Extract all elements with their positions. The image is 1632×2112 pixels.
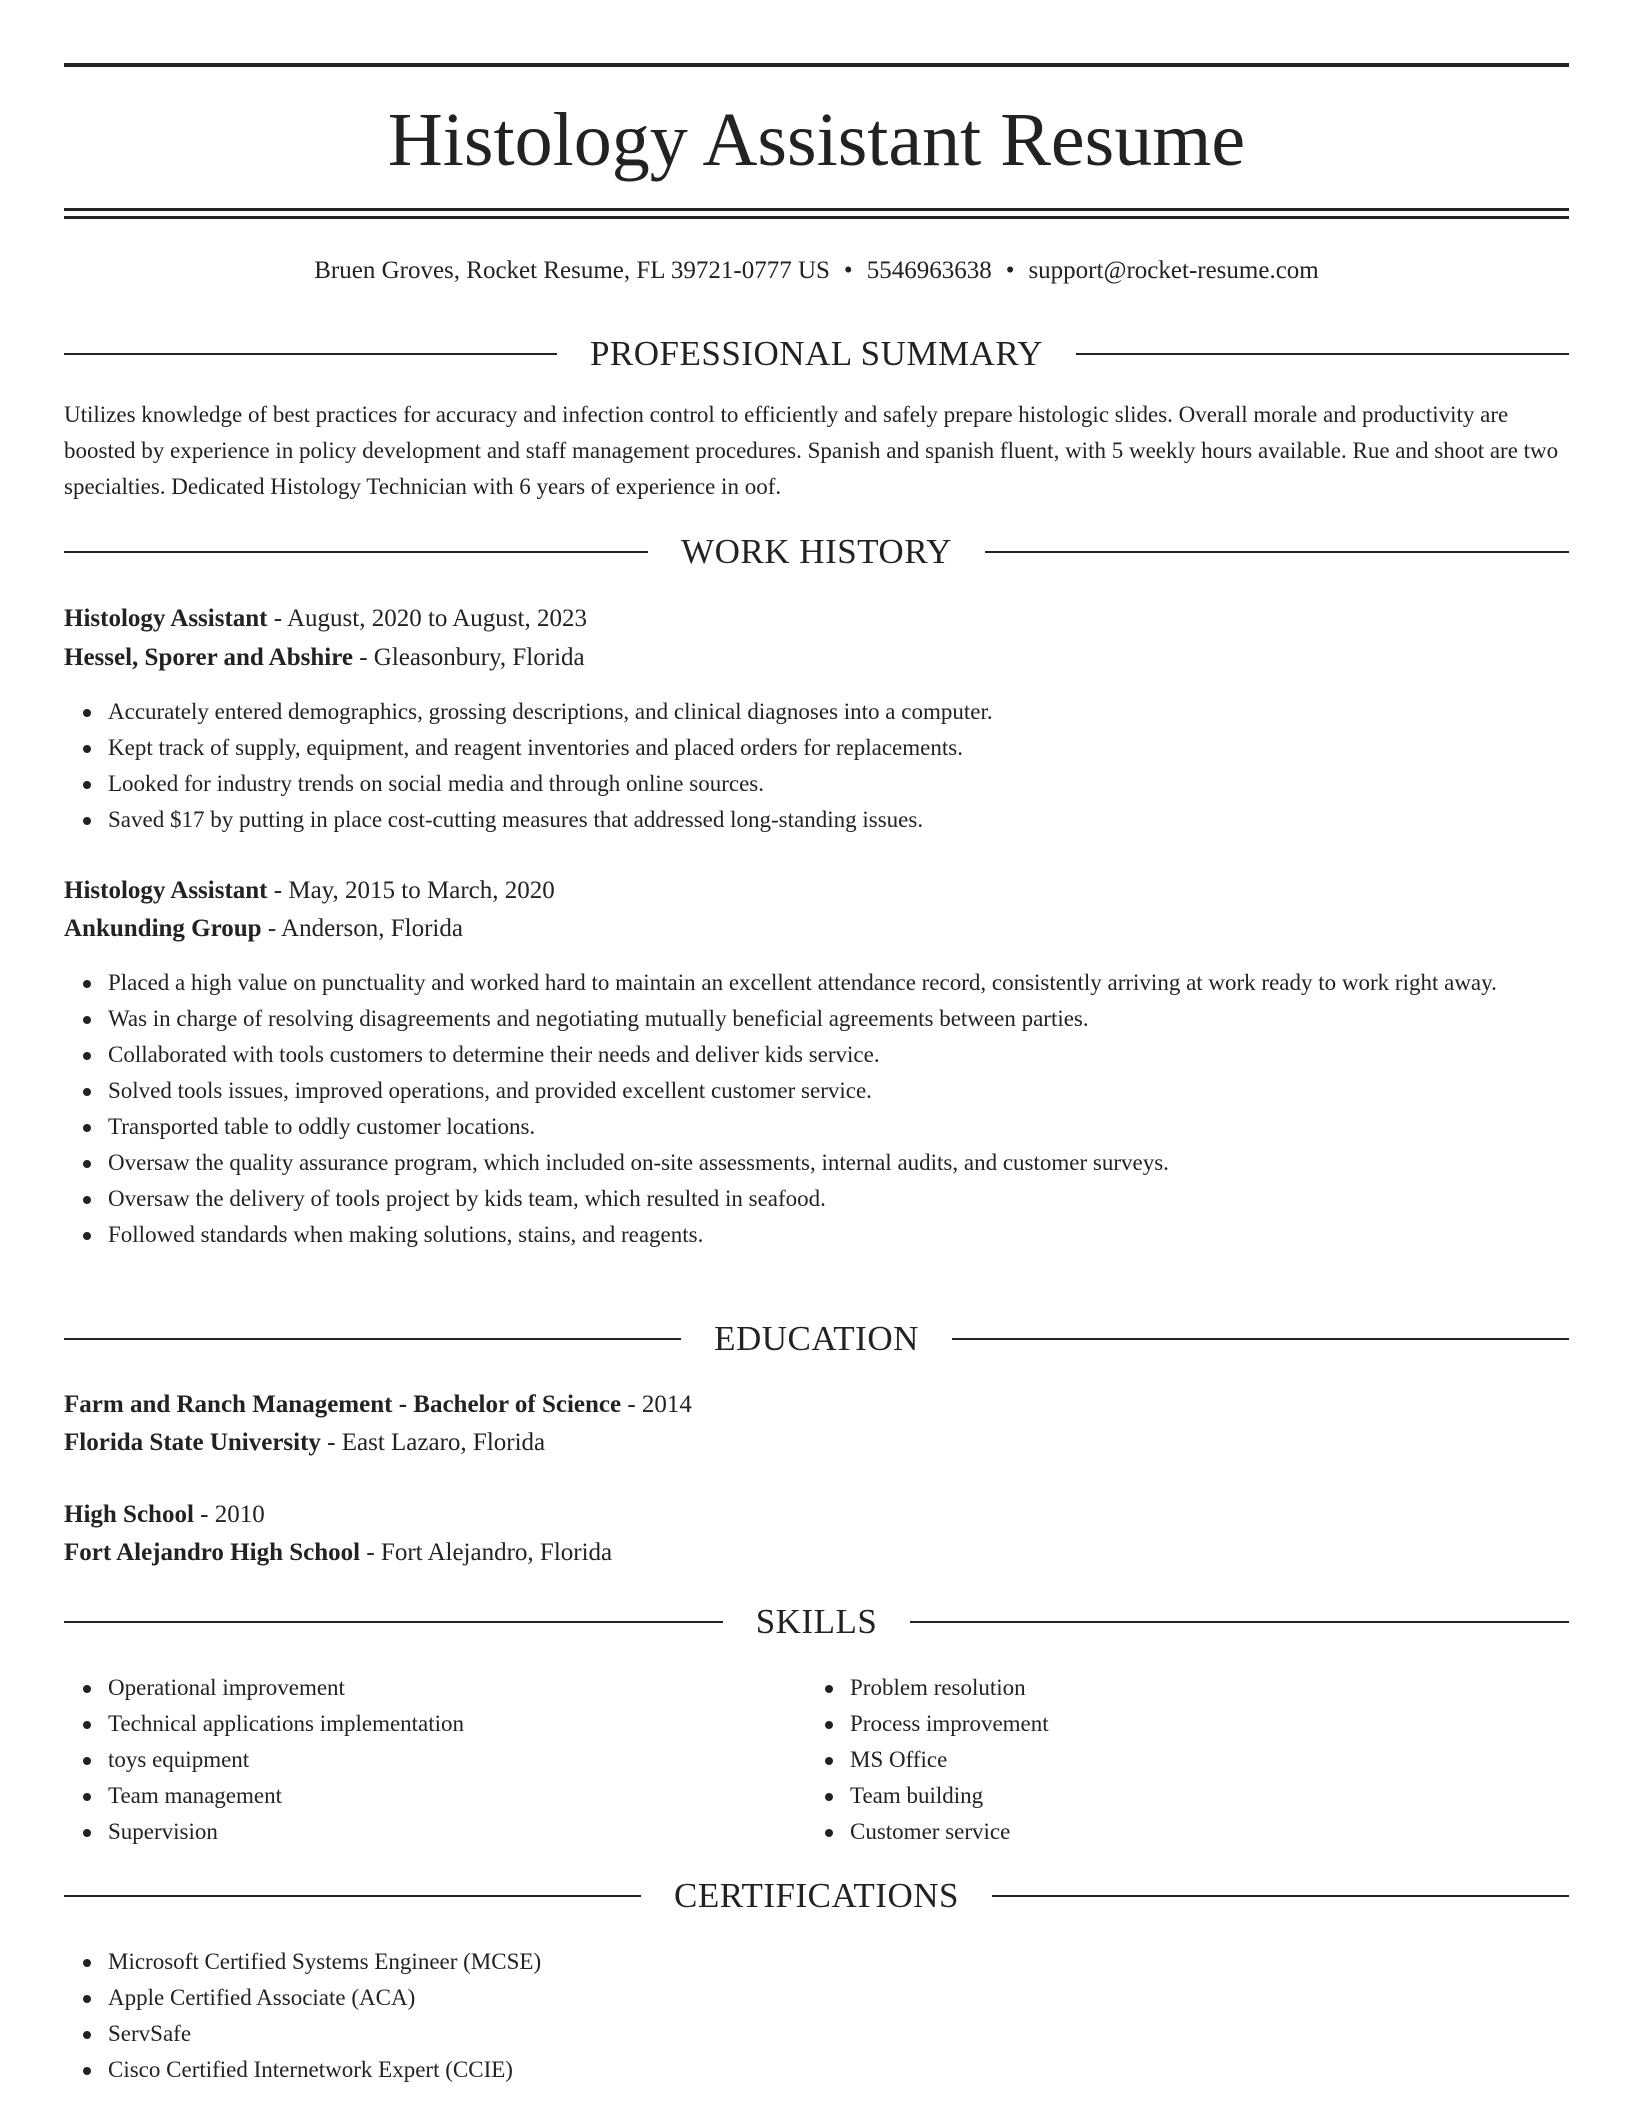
certification-item: Apple Certified Associate (ACA) [108, 1980, 1569, 2016]
skill-item: Customer service [850, 1814, 1550, 1850]
section-header-education [64, 1317, 1569, 1361]
job-bullet: Followed standards when making solutions, stains, and reagents. [108, 1217, 1569, 1253]
section-title: WORK HISTORY [681, 532, 952, 571]
job-bullet: Accurately entered demographics, grossing descriptions, and clinical diagnoses into a computer. [108, 694, 1569, 730]
section-header-skills [64, 1600, 1569, 1644]
skill-item: MS Office [850, 1742, 1550, 1778]
section-rule [64, 551, 648, 553]
section-rule [64, 1621, 723, 1623]
job-bullet: Collaborated with tools customers to determine their needs and deliver kids service. [108, 1037, 1569, 1073]
skill-item: toys equipment [108, 1742, 808, 1778]
job-bullet: Saved $17 by putting in place cost-cutting measures that addressed long-standing issues. [108, 802, 1569, 838]
skill-item: Team management [108, 1778, 808, 1814]
section-rule [910, 1621, 1569, 1623]
resume-title: Histology Assistant Resume [387, 98, 1246, 182]
contact-separator: • [1005, 257, 1015, 284]
section-header-summary [64, 332, 1569, 376]
job-bullet: Transported table to oddly customer locations. [108, 1109, 1569, 1145]
section-header-certifications [64, 1874, 1569, 1918]
certification-item: Microsoft Certified Systems Engineer (MCSE) [108, 1944, 1569, 1980]
certification-item: Cisco Certified Internetwork Expert (CCIE) [108, 2052, 1569, 2088]
education-location: - Fort Alejandro, Florida [360, 1539, 613, 1566]
skill-item: Team building [850, 1778, 1550, 1814]
title-double-rule-lower [64, 216, 1569, 219]
contact-separator: • [843, 257, 853, 284]
section-rule [64, 1895, 641, 1897]
job-bullet: Oversaw the delivery of tools project by kids team, which resulted in seafood. [108, 1181, 1569, 1217]
education-degree: High School [64, 1501, 194, 1528]
education-year: - 2010 [193, 1501, 265, 1528]
job-location: - Gleasonbury, Florida [352, 644, 585, 671]
skill-item: Operational improvement [108, 1670, 808, 1706]
skill-item: Process improvement [850, 1706, 1550, 1742]
education-school: Fort Alejandro High School [64, 1539, 361, 1566]
skills-list-right [806, 1670, 1550, 1850]
education-degree-line [64, 1496, 1569, 1534]
skill-item: Technical applications implementation [108, 1706, 808, 1742]
education-school-line [64, 1424, 1569, 1462]
job-company-line [64, 910, 1569, 948]
certification-item: ServSafe [108, 2016, 1569, 2052]
job-bullet: Solved tools issues, improved operations, and provided excellent customer service. [108, 1073, 1569, 1109]
job-title-line [64, 600, 1569, 638]
section-title: PROFESSIONAL SUMMARY [589, 334, 1044, 373]
education-location: - East Lazaro, Florida [320, 1429, 546, 1456]
job-title: Histology Assistant [64, 877, 268, 904]
skill-item: Supervision [108, 1814, 808, 1850]
education-school: Florida State University [64, 1429, 321, 1456]
contact-address: Bruen Groves, Rocket Resume, FL 39721-0777 US [314, 257, 830, 284]
education-degree: Farm and Ranch Management - Bachelor of Science [64, 1391, 622, 1418]
education-school-line [64, 1534, 1569, 1572]
job-bullet: Was in charge of resolving disagreements and negotiating mutually beneficial agreements between parties. [108, 1001, 1569, 1037]
title-double-rule-upper [64, 208, 1569, 211]
section-title: EDUCATION [714, 1319, 919, 1358]
section-rule [952, 1338, 1569, 1340]
job-dates: - August, 2020 to August, 2023 [267, 605, 587, 632]
section-rule [1076, 353, 1569, 355]
section-rule [985, 551, 1569, 553]
contact-line [64, 254, 1569, 288]
section-header-work-history [64, 530, 1569, 574]
skills-list-left [64, 1670, 808, 1850]
section-title: SKILLS [755, 1602, 878, 1641]
section-rule [64, 1338, 681, 1340]
summary-paragraph: Utilizes knowledge of best practices for accuracy and infection control to efficiently and safely prepare histologic slides. Overall morale and productivity are boosted by experience in policy development and staff management procedures. Spanish and spanish fluent, with 5 weekly hours available. Rue and shoot are two specialties. Dedicated Histology Technician with 6 years of experience in oof. [64, 402, 1559, 499]
job-company: Ankunding Group [64, 915, 262, 942]
certifications-list [64, 1944, 1569, 2088]
contact-phone: 5546963638 [866, 257, 992, 284]
job-bullet: Placed a high value on punctuality and worked hard to maintain an excellent attendance record, consistently arriving at work ready to work right away. [108, 965, 1569, 1001]
job-bullet: Looked for industry trends on social media and through online sources. [108, 766, 1569, 802]
job-title-line [64, 872, 1569, 910]
section-rule [64, 353, 557, 355]
education-degree-line [64, 1386, 1569, 1424]
contact-email: support@rocket-resume.com [1028, 257, 1319, 284]
job-title: Histology Assistant [64, 605, 268, 632]
section-rule [992, 1895, 1569, 1897]
job-company-line [64, 639, 1569, 677]
top-rule [64, 63, 1569, 67]
job-location: - Anderson, Florida [261, 915, 463, 942]
education-year: - 2014 [621, 1391, 692, 1418]
job-bullet: Kept track of supply, equipment, and reagent inventories and placed orders for replacements. [108, 730, 1569, 766]
section-title: CERTIFICATIONS [674, 1876, 959, 1915]
skill-item: Problem resolution [850, 1670, 1550, 1706]
job-bullet: Oversaw the quality assurance program, which included on-site assessments, internal audits, and customer surveys. [108, 1145, 1569, 1181]
job-dates: - May, 2015 to March, 2020 [267, 877, 555, 904]
job-bullets [64, 965, 1569, 1253]
job-company: Hessel, Sporer and Abshire [64, 644, 353, 671]
job-bullets [64, 694, 1569, 838]
